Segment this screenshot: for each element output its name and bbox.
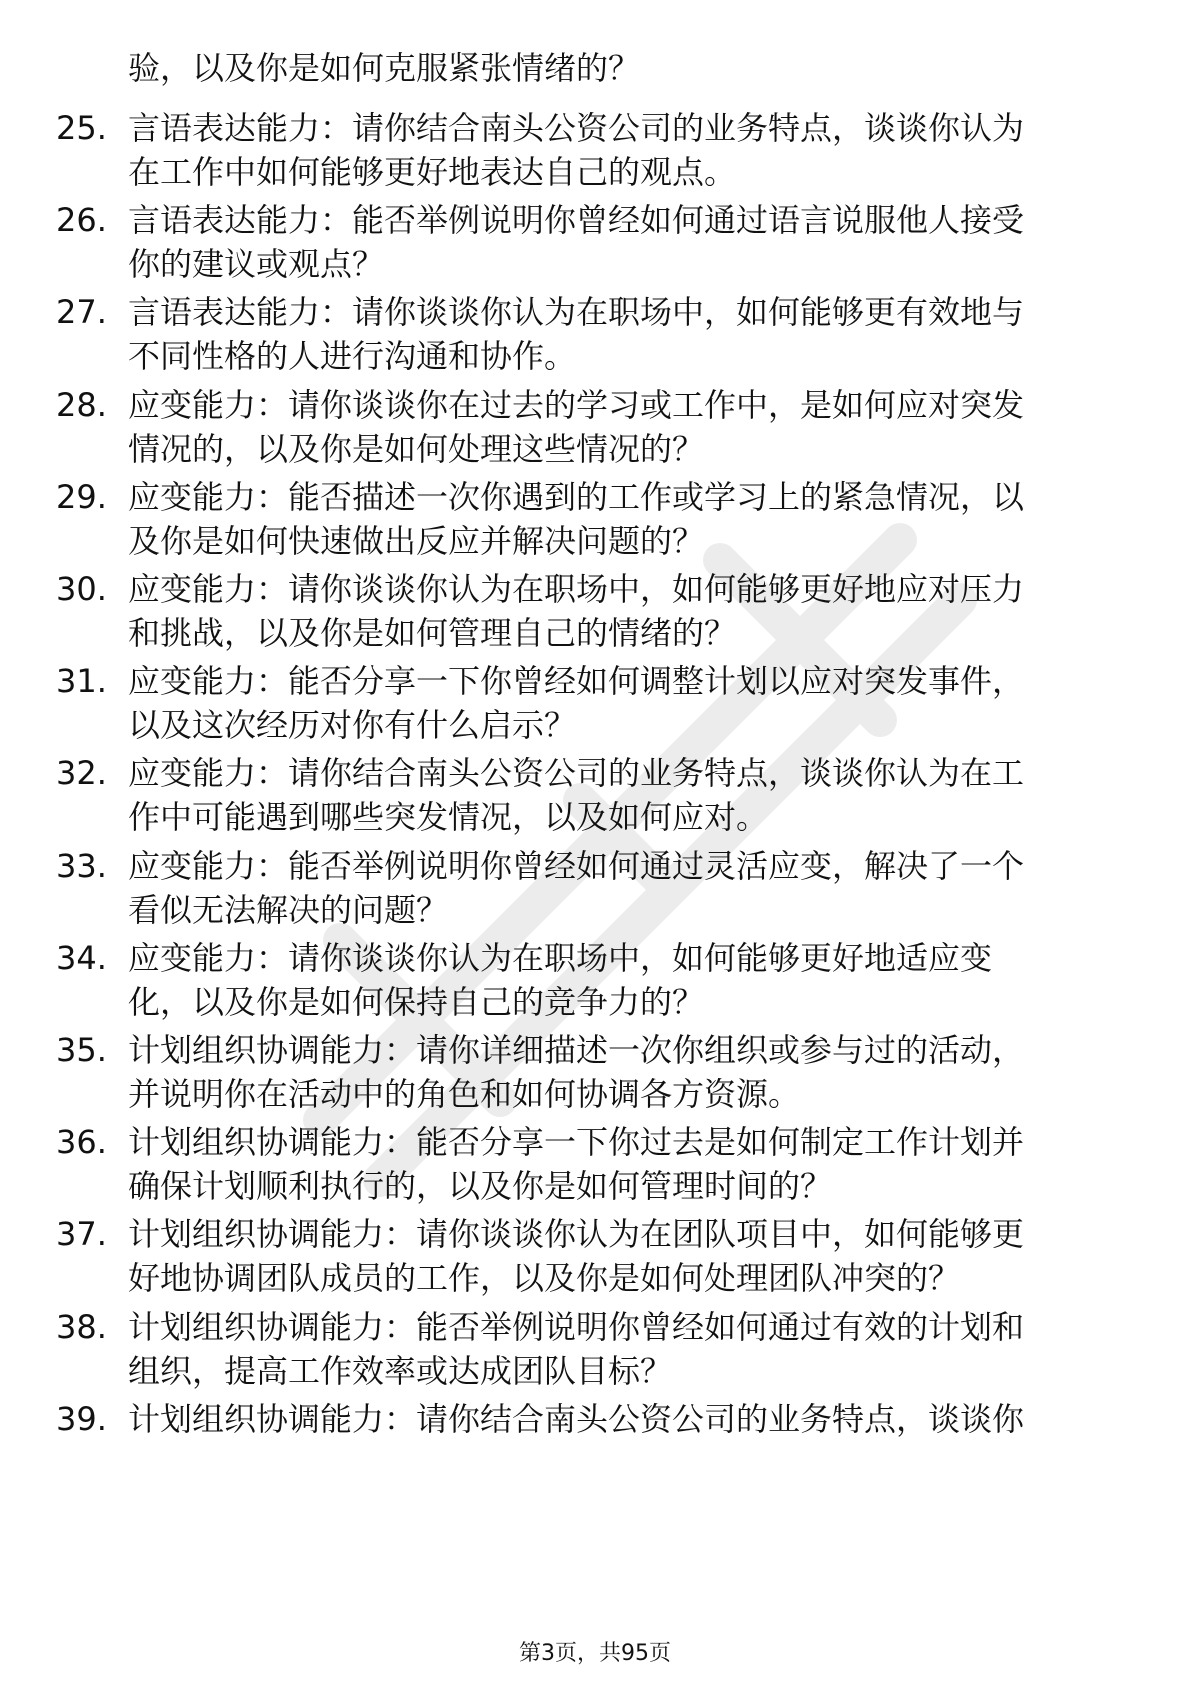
question-item <box>0 1214 1190 1298</box>
question-text-line-1: 计划组织协调能力：请你谈谈你认为在团队项目中，如何能够更 <box>128 1215 1025 1253</box>
question-text-line-2: 作中可能遇到哪些突发情况，以及如何应对。 <box>128 798 769 836</box>
question-item <box>0 292 1190 376</box>
question-text-line-2: 看似无法解决的问题？ <box>128 891 449 929</box>
question-item <box>0 1030 1190 1114</box>
question-text-line-2: 你的建议或观点？ <box>128 245 385 283</box>
question-number: 29. <box>56 478 107 516</box>
question-text-line-1: 应变能力：能否分享一下你曾经如何调整计划以应对突发事件， <box>128 662 1025 700</box>
question-text-line-2: 以及这次经历对你有什么启示？ <box>128 706 577 744</box>
question-number: 25. <box>56 109 107 147</box>
question-number: 31. <box>56 662 107 700</box>
question-text-line-1: 言语表达能力：请你谈谈你认为在职场中，如何能够更有效地与 <box>128 293 1025 331</box>
question-item <box>0 200 1190 284</box>
question-text-line-1: 言语表达能力：能否举例说明你曾经如何通过语言说服他人接受 <box>128 201 1025 239</box>
question-number: 35. <box>56 1031 107 1069</box>
question-text-line-1: 计划组织协调能力：能否举例说明你曾经如何通过有效的计划和 <box>128 1308 1025 1346</box>
question-number: 33. <box>56 847 107 885</box>
question-item <box>0 661 1190 745</box>
question-text-line-1: 应变能力：能否描述一次你遇到的工作或学习上的紧急情况，以 <box>128 478 1025 516</box>
question-text-line-2: 化，以及你是如何保持自己的竞争力的？ <box>128 983 705 1021</box>
question-text-line-2: 组织，提高工作效率或达成团队目标？ <box>128 1352 673 1390</box>
question-item <box>0 569 1190 653</box>
question-text-line-2: 在工作中如何能够更好地表达自己的观点。 <box>128 153 737 191</box>
question-item <box>0 108 1190 192</box>
question-text-line-2: 及你是如何快速做出反应并解决问题的？ <box>128 522 705 560</box>
question-number: 32. <box>56 754 107 792</box>
continuation-line: 验，以及你是如何克服紧张情绪的？ <box>128 49 641 87</box>
question-item <box>0 753 1190 837</box>
question-item <box>0 385 1190 469</box>
question-text-line-1: 应变能力：请你谈谈你在过去的学习或工作中，是如何应对突发 <box>128 386 1025 424</box>
question-text-line-2: 和挑战，以及你是如何管理自己的情绪的？ <box>128 614 737 652</box>
question-number: 37. <box>56 1215 107 1253</box>
question-number: 39. <box>56 1400 107 1438</box>
question-text-line-2: 并说明你在活动中的角色和如何协调各方资源。 <box>128 1075 801 1113</box>
question-item <box>0 938 1190 1022</box>
question-text-line-1: 应变能力：请你谈谈你认为在职场中，如何能够更好地应对压力 <box>128 570 1025 608</box>
question-item <box>0 1122 1190 1206</box>
question-text-line-2: 确保计划顺利执行的，以及你是如何管理时间的？ <box>128 1167 833 1205</box>
question-text-line-1: 言语表达能力：请你结合南头公资公司的业务特点，谈谈你认为 <box>128 109 1025 147</box>
question-text-line-1: 应变能力：能否举例说明你曾经如何通过灵活应变，解决了一个 <box>128 847 1025 885</box>
question-item <box>0 1307 1190 1391</box>
question-number: 30. <box>56 570 107 608</box>
question-text-line-2: 好地协调团队成员的工作，以及你是如何处理团队冲突的？ <box>128 1259 961 1297</box>
question-number: 34. <box>56 939 107 977</box>
question-number: 27. <box>56 293 107 331</box>
question-number: 26. <box>56 201 107 239</box>
page-footer: 第3页，共95页 <box>519 1641 671 1666</box>
question-number: 28. <box>56 386 107 424</box>
question-number: 36. <box>56 1123 107 1161</box>
question-text-line-1: 应变能力：请你谈谈你认为在职场中，如何能够更好地适应变 <box>128 939 993 977</box>
question-item <box>0 1399 1190 1483</box>
question-text-line-1: 计划组织协调能力：能否分享一下你过去是如何制定工作计划并 <box>128 1123 1025 1161</box>
question-text-line-1: 计划组织协调能力：请你结合南头公资公司的业务特点，谈谈你 <box>128 1400 1025 1438</box>
question-text-line-1: 应变能力：请你结合南头公资公司的业务特点，谈谈你认为在工 <box>128 754 1025 792</box>
question-number: 38. <box>56 1308 107 1346</box>
question-text-line-1: 计划组织协调能力：请你详细描述一次你组织或参与过的活动， <box>128 1031 1025 1069</box>
question-item <box>0 846 1190 930</box>
question-text-line-2: 不同性格的人进行沟通和协作。 <box>128 337 577 375</box>
question-text-line-2: 情况的，以及你是如何处理这些情况的？ <box>128 430 705 468</box>
question-item <box>0 477 1190 561</box>
